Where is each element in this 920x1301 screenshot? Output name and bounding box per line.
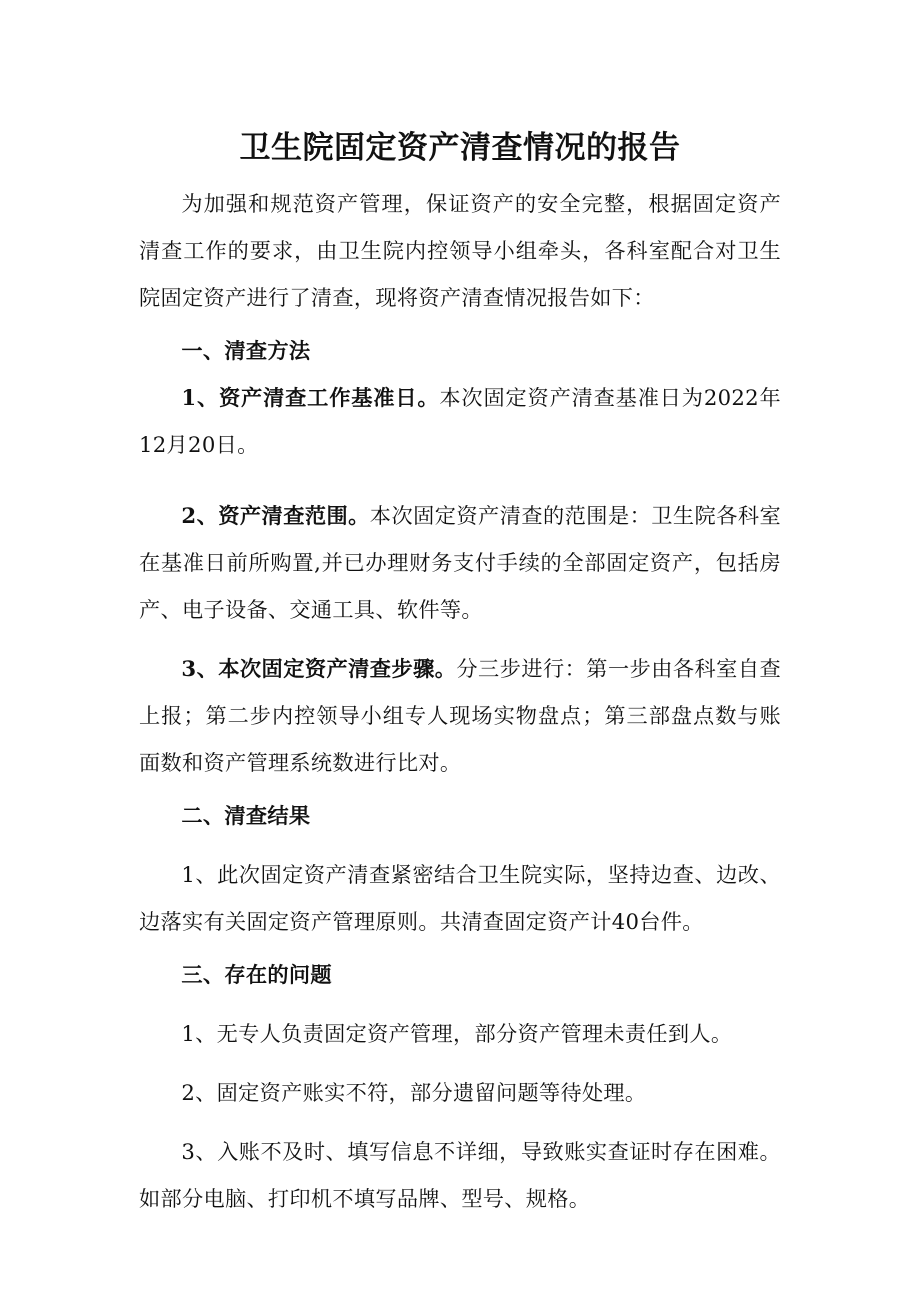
section-heading-problems: 三、存在的问题 bbox=[181, 962, 332, 987]
method-item-1-lead: 1、资产清查工作基准日。 bbox=[181, 385, 440, 410]
section-heading-methods: 一、清查方法 bbox=[181, 338, 311, 363]
method-item-3-lead: 3、本次固定资产清查步骤。 bbox=[181, 656, 457, 681]
problem-item-3: 3、入账不及时、填写信息不详细，导致账实查证时存在困难。如部分电脑、打印机不填写品牌、型号、规格。 bbox=[139, 1139, 781, 1211]
method-item-1-text: 本次固定资产清查基准日为2022年12月20日。 bbox=[139, 385, 781, 457]
method-item-2-text: 本次固定资产清查的范围是：卫生院各科室在基准日前所购置,并已办理财务支付手续的全部固定资产，包括房产、电子设备、交通工具、软件等。 bbox=[139, 503, 781, 622]
problem-item-1: 1、无专人负责固定资产管理，部分资产管理未责任到人。 bbox=[181, 1021, 733, 1046]
section-heading-results: 二、清查结果 bbox=[181, 803, 311, 828]
method-item-2-lead: 2、资产清查范围。 bbox=[181, 503, 370, 528]
result-item-1: 1、此次固定资产清查紧密结合卫生院实际，坚持边查、边改、边落实有关固定资产管理原则。共清查固定资产计40台件。 bbox=[139, 862, 781, 934]
document-title: 卫生院固定资产清查情况的报告 bbox=[239, 130, 681, 166]
intro-paragraph: 为加强和规范资产管理，保证资产的安全完整，根据固定资产清查工作的要求，由卫生院内控领导小组牵头，各科室配合对卫生院固定资产进行了清查，现将资产清查情况报告如下： bbox=[139, 191, 781, 310]
problem-item-2: 2、固定资产账实不符，部分遗留问题等待处理。 bbox=[181, 1080, 647, 1105]
method-item-3-text: 分三步进行：第一步由各科室自查上报；第二步内控领导小组专人现场实物盘点；第三部盘点数与账面数和资产管理系统数进行比对。 bbox=[139, 656, 781, 775]
method-item-1 bbox=[139, 374, 781, 468]
method-item-3 bbox=[139, 645, 781, 786]
method-item-2 bbox=[139, 492, 781, 633]
document-page bbox=[139, 120, 781, 1222]
